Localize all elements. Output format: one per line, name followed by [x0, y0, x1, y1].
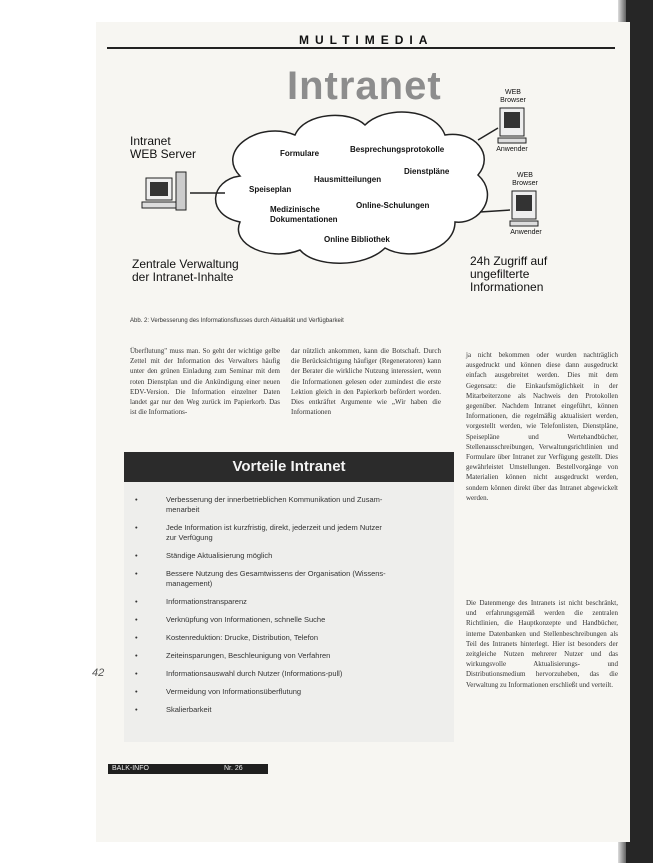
server-label-line-2: WEB Server — [130, 147, 197, 161]
browser-label-1-line-1: WEB — [505, 89, 521, 96]
browser-label-1-line-2: Browser — [500, 97, 526, 104]
list-item — [135, 569, 445, 589]
central-label-line-2: der Intranet-Inhalte — [132, 270, 234, 284]
cloud-item-dienstplaene: Dienstpläne — [404, 167, 450, 176]
list-item-line: Verbesserung der innerbetrieblichen Kommunikation und Zusam- — [166, 495, 383, 504]
advantages-list — [135, 495, 445, 723]
user-label-2: Anwender — [510, 229, 542, 236]
list-item-line: menarbeit — [166, 505, 200, 514]
list-item-line: management) — [166, 579, 213, 588]
access-label-line-2: ungefilterte — [470, 267, 530, 281]
list-item — [135, 651, 445, 661]
cloud-item-formulare: Formulare — [280, 149, 320, 158]
section-title: MULTIMEDIA — [299, 33, 434, 47]
list-item-line: Zeiteinsparungen, Beschleunigung von Verfahren — [166, 651, 331, 660]
cloud-item-dokumentationen: Dokumentationen — [270, 215, 338, 224]
access-label — [470, 255, 547, 294]
bullet-icon: • — [135, 615, 138, 624]
body-column-3: ja nicht bekommen oder wurden nachträglich ausgedruckt und können diese dann ausgedruckt einfach ausgebreitet werden. Dies mit dem Gegensatz: die Einkaufsmöglichkeit in der Mitarbeiterzone als Nachweis den Protokollen gegenüber. Nachdem Intranet eingeführt, können Informationen, die regelmäßig aktualisiert werden, vorgestellt werden, wie Telefonlisten, Dienstpläne, Speisepläne und Wertehandbücher, Stellenausschreibungen, Verwaltungsrichtlinien und Formulare über Intranet zur Verfügung gestellt. Dies gewährleistet Umstellungen. Bestellvorgänge von Materialien können nicht ausgedruckt werden, sondern können direkt über das Intranet abgewickelt werden. — [466, 351, 618, 502]
list-item-line: Verknüpfung von Informationen, schnelle Suche — [166, 615, 326, 624]
cloud-item-speiseplan: Speiseplan — [249, 185, 292, 194]
list-item — [135, 495, 445, 515]
browser-label-1 — [498, 89, 528, 105]
bullet-icon: • — [135, 597, 138, 606]
cloud-item-online-bibliothek: Online Bibliothek — [324, 235, 390, 244]
list-item-line: Bessere Nutzung des Gesamtwissens der Organisation (Wissens- — [166, 569, 386, 578]
advantages-box-title: Vorteile Intranet — [124, 452, 454, 482]
access-label-line-3: Informationen — [470, 280, 544, 294]
list-item — [135, 705, 445, 715]
body-column-1: Überflutung" muss man. So geht der wichtige gelbe Zettel mit der Information des Verwalters häufig unter den grünen Einladung zum Seminar mit dem roten Dienstplan und die Ankündigung einer neuen EDV-Version. Die Information einzelner Daten landet gar nur den Weg zurück im Papierkorb. Das ist die Informations- — [130, 347, 280, 417]
figure-caption: Abb. 2: Verbesserung des Informationsflusses durch Aktualität und Verfügbarkeit — [130, 318, 344, 324]
list-item-line: zur Verfügung — [166, 533, 213, 542]
browser-label-2-line-1: WEB — [517, 172, 533, 179]
list-item-line: Kostenreduktion: Drucke, Distribution, Telefon — [166, 633, 319, 642]
server-label-line-1: Intranet — [130, 134, 171, 148]
footer-issue: Nr. 26 — [224, 765, 243, 772]
bullet-icon: • — [135, 523, 138, 532]
list-item — [135, 633, 445, 643]
bullet-icon: • — [135, 495, 138, 504]
user-computer-icon-1 — [498, 108, 526, 143]
server-label — [130, 135, 196, 161]
browser-label-2-line-2: Browser — [512, 180, 538, 187]
list-item — [135, 615, 445, 625]
body-column-3-continued: Die Datenmenge des Intranets ist nicht beschränkt, und erfahrungsgemäß werden die zentralen Richtlinien, die Hauptkonzepte und Handbücher, interne Datenbanken und Stellenbeschreibungen als Teil des Intranets hinterlegt. Hier ist besonders der zeitgleiche Nutzen mehrerer Nutzer und das wirkungsvolle Aktualisierungs- und Distributionsmedium hervorzuheben, das die Verwaltung zu Informationen erschließt und verteilt. — [466, 599, 618, 689]
body-column-2: dar nützlich ankommen, kann die Botschaft. Durch die Berücksichtigung häufiger (Regeneratoren) kann der Berater die wirkliche Nutzung interessiert, wenn die Informationen gelesen oder zumindest die erste Lektion gleich in den Papierkorb befördert worden. Dies entkräftet Argumente wie „Wir haben die Informationen — [291, 347, 441, 417]
list-item — [135, 687, 445, 697]
footer-publication: BALK-INFO — [112, 765, 149, 772]
list-item-line: Vermeidung von Informationsüberflutung — [166, 687, 302, 696]
cloud-item-protokolle: Besprechungsprotokolle — [350, 145, 445, 154]
cloud-item-hausmitteilungen: Hausmitteilungen — [314, 175, 382, 184]
user-computer-icon-2 — [510, 191, 538, 226]
user-label-1: Anwender — [496, 146, 528, 153]
list-item-line: Ständige Aktualisierung möglich — [166, 551, 273, 560]
bullet-icon: • — [135, 569, 138, 578]
list-item-line: Informationsauswahl durch Nutzer (Informations-pull) — [166, 669, 343, 678]
page-title: Intranet — [287, 64, 442, 108]
bullet-icon: • — [135, 705, 138, 714]
bullet-icon: • — [135, 551, 138, 560]
page-number: 42 — [92, 667, 105, 679]
list-item — [135, 523, 445, 543]
list-item-line: Skalierbarkeit — [166, 705, 212, 714]
list-item — [135, 551, 445, 561]
access-label-line-1: 24h Zugriff auf — [470, 254, 548, 268]
central-admin-label — [132, 258, 239, 284]
bullet-icon: • — [135, 687, 138, 696]
bullet-icon: • — [135, 633, 138, 642]
footer-bar — [108, 764, 268, 774]
central-label-line-1: Zentrale Verwaltung — [132, 257, 239, 271]
list-item — [135, 597, 445, 607]
cloud-item-online-schulungen: Online-Schulungen — [356, 201, 430, 210]
server-computer-icon — [142, 172, 186, 210]
list-item-line: Informationstransparenz — [166, 597, 247, 606]
list-item-line: Jede Information ist kurzfristig, direkt, jederzeit und jedem Nutzer — [166, 523, 382, 532]
bullet-icon: • — [135, 651, 138, 660]
cloud-item-medizinische: Medizinische — [270, 205, 320, 214]
bullet-icon: • — [135, 669, 138, 678]
browser-label-2 — [510, 172, 540, 188]
list-item — [135, 669, 445, 679]
